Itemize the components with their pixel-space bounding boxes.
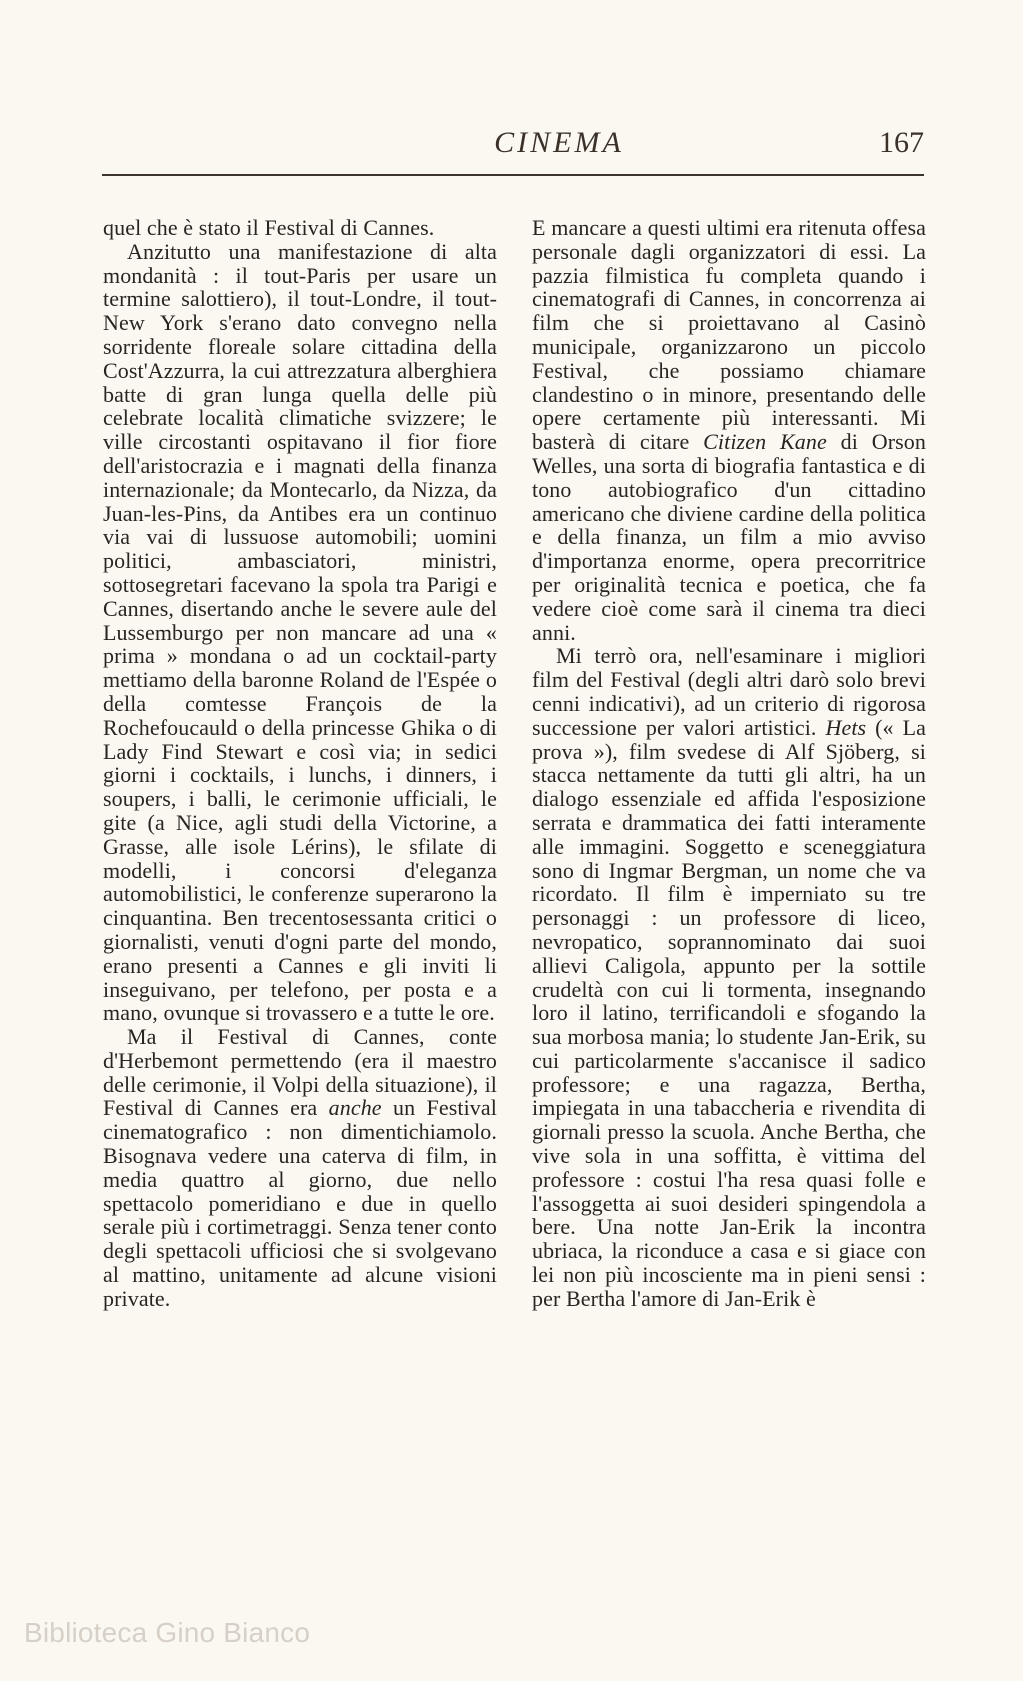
left-paragraph-1: quel che è stato il Festival di Cannes. (103, 215, 435, 240)
italic-anche: anche (328, 1095, 382, 1121)
citizen-kane-title: Citizen Kane (703, 429, 827, 455)
running-title: CINEMA (494, 126, 624, 159)
right-paragraph-1-start: E mancare a questi ultimi era ritenuta offesa personale dagli organizzatori di essi. La pazzia filmistica fu completa quando i cinematografi di Cannes, in concorrenza ai film che si proiettavano al Casinò municipale, organizzarono un piccolo Festival, che possiamo chiamare clandestino o in minore, presentando delle opere certamente più interessanti. Mi basterà di citare (532, 215, 926, 455)
right-paragraph-2 (532, 644, 926, 1310)
page-header (102, 126, 924, 176)
right-paragraph-2-start: Mi terrò ora, nell'esaminare i migliori film del Festival (degli altri darò solo brevi cenni indicativi), ad un criterio di rigorosa successione per valori artistici. (532, 643, 926, 740)
hets-title: Hets (825, 714, 867, 740)
right-paragraph-1 (532, 216, 926, 644)
right-paragraph-1-end: di Orson Welles, una sorta di biografia fantastica e di tono autobiografico d'un cittadino americano che diviene cardine della politica e della finanza, un film a mio avviso d'importanza enorme, opera precorritrice per originalità tecnica e poetica, che fa vedere cioè come sarà il cinema tra dieci anni. (532, 429, 926, 645)
watermark: Biblioteca Gino Bianco (24, 1617, 311, 1648)
left-paragraph-3-start: Ma il Festival di Cannes, conte d'Herbemont permettendo (era il maestro delle cerimonie, il Volpi della situazione), il Festival di Cannes era (103, 1024, 497, 1121)
left-paragraph-3-end: un Festival cinematografico : non dimentichiamolo. Bisognava vedere una caterva di film, in media quattro al giorno, due nello spettacolo pomeridiano e due in quello serale più i cortimetraggi. Senza tener conto degli spettacoli ufficiosi che si svolgevano al mattino, unitamente ad alcune visioni private. (103, 1095, 497, 1311)
left-paragraph-3 (103, 1025, 497, 1311)
right-paragraph-2-end: (« La prova »), film svedese di Alf Sjöberg, si stacca nettamente da tutti gli altri, ha un dialogo essenziale ed affida l'esposizione serrata e drammatica dei fatti interamente alle immagini. Soggetto e sceneggiatura sono di Ingmar Bergman, un nome che va ricordato. Il film è imperniato su tre personaggi : un professore di liceo, nevropatico, soprannominato dai suoi allievi Caligola, appunto per la sottile crudeltà con cui li tormenta, insegnando loro il latino, terrificandoli e sfogando la sua morbosa mania; lo studente Jan-Erik, su cui particolarmente s'accanisce il sadico professore; e una ragazza, Bertha, impiegata in una tabaccheria e rivendita di giornali presso la scuola. Anche Bertha, che vive sola in una soffitta, è vittima del professore : costui l'ha resa quasi folle e l'assoggetta ai suoi desideri spingendola a bere. Una notte Jan-Erik la incontra ubriaca, la riconduce a casa e si giace con lei non più incosciente ma in pieni sensi : per Bertha l'amore di Jan-Erik è (532, 714, 926, 1311)
page-number: 167 (879, 126, 924, 159)
header-rule (102, 174, 924, 176)
left-paragraph-2: Anzitutto una manifestazione di alta mondanità : il tout-Paris per usare un termine salottiero), il tout-Londre, il tout-New York s'erano dato convegno nella sorridente floreale solare cittadina della Cost'Azzurra, la cui attrezzatura alberghiera batte di gran lunga quella delle più celebrate località climatiche svizzere; le ville circostanti ospitavano il fior fiore dell'aristocrazia e i magnati della finanza internazionale; da Montecarlo, da Nizza, da Juan-les-Pins, da Antibes era un continuo via vai di lussuose automobili; uomini politici, ambasciatori, ministri, sottosegretari facevano la spola tra Parigi e Cannes, disertando anche le severe aule del Lussemburgo per non mancare ad una « prima » mondana o ad un cocktail-party mettiamo della baronne Roland de l'Espée o della comtesse François de la Rochefoucauld o della princesse Ghika o di Lady Find Stewart e così via; in sedici giorni i cocktails, i lunchs, i dinners, i soupers, i balli, le cerimonie ufficiali, le gite (a Nice, agli studi della Victorine, a Grasse, alle isole Lérins), le sfilate di modelli, i concorsi d'eleganza automobilistici, le conferenze superarono la cinquantina. Ben trecentosessanta critici o giornalisti, venuti d'ogni parte del mondo, erano presenti a Cannes e gli inviti li inseguivano, per telefono, per posta e a mano, ovunque si trovassero e a tutte le ore. (103, 238, 497, 1026)
left-text-column (103, 216, 497, 1578)
right-text-column (532, 216, 926, 1578)
